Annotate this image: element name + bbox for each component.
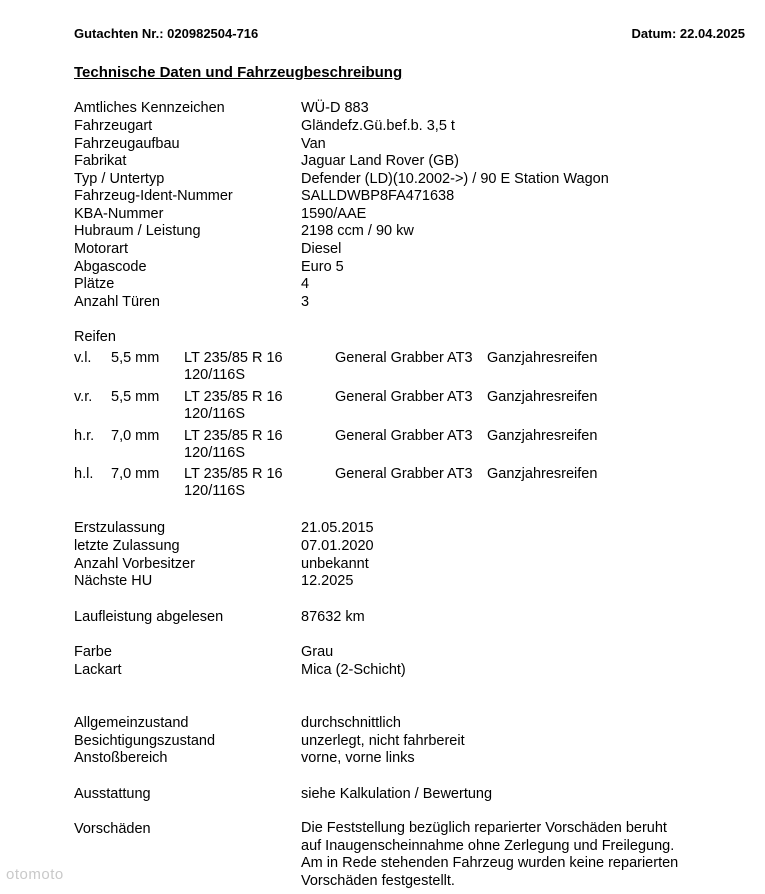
tire-depth: 7,0 mm <box>111 466 160 482</box>
value: 2198 ccm / 90 kw <box>301 223 414 239</box>
label: Lackart <box>74 662 122 678</box>
tire-brand: General Grabber AT3 <box>335 389 473 405</box>
tire-size-line1: LT 235/85 R 16 <box>184 428 283 444</box>
tire-size <box>184 350 283 384</box>
label: Amtliches Kennzeichen <box>74 100 225 116</box>
paragraph-line: Vorschäden festgestellt. <box>301 872 455 889</box>
tire-depth: 5,5 mm <box>111 389 160 405</box>
label: Fabrikat <box>74 153 127 169</box>
label: Abgascode <box>74 259 147 275</box>
value: 21.05.2015 <box>301 520 374 536</box>
value: unzerlegt, nicht fahrbereit <box>301 733 465 749</box>
value: Diesel <box>301 241 342 257</box>
value: 07.01.2020 <box>301 538 374 554</box>
label: Hubraum / Leistung <box>74 223 201 239</box>
value: Gländefz.Gü.bef.b. 3,5 t <box>301 118 455 134</box>
tire-size-line2: 120/116S <box>184 445 246 461</box>
value: 3 <box>301 294 310 310</box>
label: Allgemeinzustand <box>74 715 189 731</box>
tire-depth: 7,0 mm <box>111 428 160 444</box>
tire-type: Ganzjahresreifen <box>487 466 598 482</box>
tire-position: h.r. <box>74 428 95 444</box>
report-number: Gutachten Nr.: 020982504-716 <box>74 26 259 41</box>
label: Fahrzeugaufbau <box>74 136 180 152</box>
label: Besichtigungszustand <box>74 733 216 749</box>
tire-size <box>184 389 283 423</box>
tire-size-line1: LT 235/85 R 16 <box>184 350 283 366</box>
watermark: otomoto <box>6 866 64 883</box>
tire-size-line1: LT 235/85 R 16 <box>184 466 283 482</box>
label: Erstzulassung <box>74 520 166 536</box>
label: Laufleistung abgelesen <box>74 609 224 625</box>
value: 12.2025 <box>301 573 354 589</box>
tire-type: Ganzjahresreifen <box>487 389 598 405</box>
label: Vorschäden <box>74 821 151 837</box>
label: Anzahl Türen <box>74 294 160 310</box>
tire-size <box>184 428 283 462</box>
paragraph-line: Am in Rede stehenden Fahrzeug wurden keine reparierten <box>301 855 679 871</box>
label: letzte Zulassung <box>74 538 180 554</box>
value: vorne, vorne links <box>301 750 415 766</box>
paragraph-line: auf Inaugenscheinnahme ohne Zerlegung und Freilegung. <box>301 837 675 854</box>
tire-brand: General Grabber AT3 <box>335 350 473 366</box>
value: 4 <box>301 276 310 292</box>
label: KBA-Nummer <box>74 206 164 222</box>
value: Euro 5 <box>301 259 344 275</box>
tire-size-line2: 120/116S <box>184 406 246 422</box>
tire-type: Ganzjahresreifen <box>487 350 598 366</box>
value: Grau <box>301 644 334 660</box>
label: Reifen <box>74 329 116 345</box>
label: Nächste HU <box>74 573 153 589</box>
tire-position: v.l. <box>74 350 92 366</box>
label: Fahrzeugart <box>74 118 153 134</box>
value: 87632 km <box>301 609 365 625</box>
value: siehe Kalkulation / Bewertung <box>301 786 493 802</box>
tire-size <box>184 466 283 500</box>
tire-size-line2: 120/116S <box>184 367 246 383</box>
tire-type: Ganzjahresreifen <box>487 428 598 444</box>
tire-size-line1: LT 235/85 R 16 <box>184 389 283 405</box>
tire-brand: General Grabber AT3 <box>335 466 473 482</box>
value: SALLDWBP8FA471638 <box>301 188 455 204</box>
label: Ausstattung <box>74 786 151 802</box>
value: WÜ-D 883 <box>301 100 369 116</box>
tire-position: v.r. <box>74 389 93 405</box>
label: Anzahl Vorbesitzer <box>74 556 195 572</box>
label: Motorart <box>74 241 128 257</box>
tire-depth: 5,5 mm <box>111 350 160 366</box>
value: Defender (LD)(10.2002->) / 90 E Station Wagon <box>301 171 609 187</box>
section-title: Technische Daten und Fahrzeugbeschreibung <box>74 64 403 81</box>
label: Farbe <box>74 644 112 660</box>
value: Jaguar Land Rover (GB) <box>301 153 459 169</box>
label: Anstoßbereich <box>74 750 168 766</box>
label: Plätze <box>74 276 115 292</box>
tire-brand: General Grabber AT3 <box>335 428 473 444</box>
label: Typ / Untertyp <box>74 171 165 187</box>
value: Mica (2-Schicht) <box>301 662 406 678</box>
vorschaeden-text <box>301 820 741 890</box>
label: Fahrzeug-Ident-Nummer <box>74 188 233 204</box>
tire-position: h.l. <box>74 466 94 482</box>
value: Van <box>301 136 326 152</box>
report-date: Datum: 22.04.2025 <box>631 26 745 41</box>
value: 1590/AAE <box>301 206 367 222</box>
value: unbekannt <box>301 556 369 572</box>
value: durchschnittlich <box>301 715 401 731</box>
tire-size-line2: 120/116S <box>184 483 246 499</box>
paragraph-line: Die Feststellung bezüglich reparierter Vorschäden beruht <box>301 820 667 836</box>
